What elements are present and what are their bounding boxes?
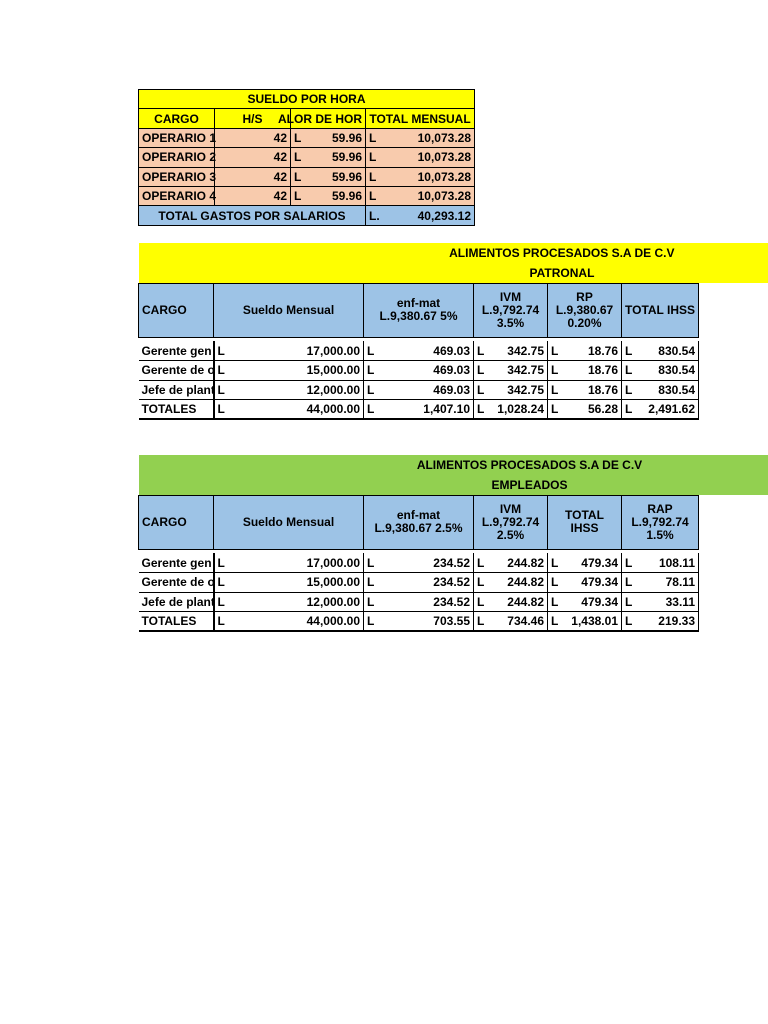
enf-cell: L 469.03 <box>364 380 474 400</box>
header-valor-hora: ALOR DE HOR <box>291 109 366 128</box>
cargo-cell: Jefe de plant <box>139 592 214 612</box>
section-subtitle: EMPLEADOS <box>139 475 699 495</box>
cargo-cell: Gerente de o <box>139 573 214 593</box>
table-row <box>139 148 475 167</box>
table-row <box>139 167 475 186</box>
table-row <box>139 361 699 381</box>
cargo-cell: Jefe de plant <box>139 380 214 400</box>
ivm-cell: L 1,028.24 <box>474 400 548 420</box>
header-cargo: CARGO <box>139 495 214 549</box>
valor-cell: L 59.96 <box>291 148 366 167</box>
total-cell: L 479.34 <box>548 592 622 612</box>
valor-cell: L 59.96 <box>291 186 366 205</box>
total-cell: L 830.54 <box>622 361 699 381</box>
header-sueldo-mensual: Sueldo Mensual <box>214 283 364 337</box>
header-total-mensual: TOTAL MENSUAL <box>366 109 475 128</box>
band-extension <box>698 243 768 283</box>
sueldo-cell: L 12,000.00 <box>214 380 364 400</box>
rp-cell: L 18.76 <box>548 380 622 400</box>
total-cell: L 2,491.62 <box>622 400 699 420</box>
sueldo-por-hora-table <box>138 89 475 226</box>
cargo-cell: OPERARIO 1 <box>139 128 215 147</box>
rap-cell: L 33.11 <box>622 592 699 612</box>
section-subtitle: PATRONAL <box>139 263 699 283</box>
ivm-cell: L 244.82 <box>474 592 548 612</box>
total-cell: L 479.34 <box>548 553 622 573</box>
enf-cell: L 703.55 <box>364 612 474 632</box>
total-value-cell: L. 40,293.12 <box>366 206 475 225</box>
sueldo-cell: L 12,000.00 <box>214 592 364 612</box>
total-cell: L 830.54 <box>622 380 699 400</box>
header-enf-mat: enf-mat L.9,380.67 5% <box>364 283 474 337</box>
enf-cell: L 469.03 <box>364 341 474 361</box>
rp-cell: L 56.28 <box>548 400 622 420</box>
valor-cell: L 59.96 <box>291 128 366 147</box>
sueldo-cell: L 17,000.00 <box>214 553 364 573</box>
ivm-cell: L 342.75 <box>474 361 548 381</box>
hs-cell: 42 <box>215 167 291 186</box>
ivm-cell: L 342.75 <box>474 380 548 400</box>
table-title: SUELDO POR HORA <box>139 90 475 109</box>
hs-cell: 42 <box>215 148 291 167</box>
cargo-cell: OPERARIO 3 <box>139 167 215 186</box>
table-row <box>139 128 475 147</box>
rap-cell: L 108.11 <box>622 553 699 573</box>
header-ivm: IVM L.9,792.74 3.5% <box>474 283 548 337</box>
patronal-table <box>138 243 699 420</box>
total-label: TOTAL GASTOS POR SALARIOS <box>139 206 366 225</box>
header-cargo: CARGO <box>139 109 215 128</box>
sueldo-cell: L 17,000.00 <box>214 341 364 361</box>
company-title: ALIMENTOS PROCESADOS S.A DE C.V <box>139 455 699 475</box>
ivm-cell: L 734.46 <box>474 612 548 632</box>
cargo-cell: TOTALES <box>139 612 214 632</box>
totals-row <box>139 612 699 632</box>
enf-cell: L 1,407.10 <box>364 400 474 420</box>
table-row <box>139 380 699 400</box>
header-sueldo-mensual: Sueldo Mensual <box>214 495 364 549</box>
table-row <box>139 592 699 612</box>
ivm-cell: L 244.82 <box>474 573 548 593</box>
cargo-cell: Gerente gen <box>139 553 214 573</box>
totals-row <box>139 400 699 420</box>
header-rp: RP L.9,380.67 0.20% <box>548 283 622 337</box>
valor-cell: L 59.96 <box>291 167 366 186</box>
enf-cell: L 234.52 <box>364 592 474 612</box>
cargo-cell: TOTALES <box>139 400 214 420</box>
total-cell: L 1,438.01 <box>548 612 622 632</box>
header-hs: H/S <box>215 109 291 128</box>
header-total-ihss: TOTAL IHSS <box>548 495 622 549</box>
sueldo-cell: L 15,000.00 <box>214 573 364 593</box>
sueldo-cell: L 15,000.00 <box>214 361 364 381</box>
cargo-cell: Gerente gen <box>139 341 214 361</box>
sueldo-cell: L 44,000.00 <box>214 400 364 420</box>
rap-cell: L 219.33 <box>622 612 699 632</box>
rp-cell: L 18.76 <box>548 341 622 361</box>
company-title: ALIMENTOS PROCESADOS S.A DE C.V <box>139 243 699 263</box>
total-cell: L 10,073.28 <box>366 186 475 205</box>
total-cell: L 10,073.28 <box>366 167 475 186</box>
enf-cell: L 234.52 <box>364 553 474 573</box>
total-cell: L 10,073.28 <box>366 148 475 167</box>
sueldo-cell: L 44,000.00 <box>214 612 364 632</box>
rp-cell: L 18.76 <box>548 361 622 381</box>
total-cell: L 830.54 <box>622 341 699 361</box>
header-cargo: CARGO <box>139 283 214 337</box>
hs-cell: 42 <box>215 186 291 205</box>
table-row <box>139 186 475 205</box>
ivm-cell: L 244.82 <box>474 553 548 573</box>
band-extension <box>698 455 768 495</box>
ivm-cell: L 342.75 <box>474 341 548 361</box>
header-ivm: IVM L.9,792.74 2.5% <box>474 495 548 549</box>
table-row <box>139 553 699 573</box>
empleados-table <box>138 455 699 632</box>
header-rap: RAP L.9,792.74 1.5% <box>622 495 699 549</box>
rap-cell: L 78.11 <box>622 573 699 593</box>
table-row <box>139 573 699 593</box>
header-total-ihss: TOTAL IHSS <box>622 283 699 337</box>
header-enf-mat: enf-mat L.9,380.67 2.5% <box>364 495 474 549</box>
hs-cell: 42 <box>215 128 291 147</box>
cargo-cell: OPERARIO 2 <box>139 148 215 167</box>
total-cell: L 10,073.28 <box>366 128 475 147</box>
enf-cell: L 234.52 <box>364 573 474 593</box>
cargo-cell: OPERARIO 4 <box>139 186 215 205</box>
table-row <box>139 341 699 361</box>
total-row <box>139 206 475 225</box>
cargo-cell: Gerente de o <box>139 361 214 381</box>
enf-cell: L 469.03 <box>364 361 474 381</box>
total-cell: L 479.34 <box>548 573 622 593</box>
